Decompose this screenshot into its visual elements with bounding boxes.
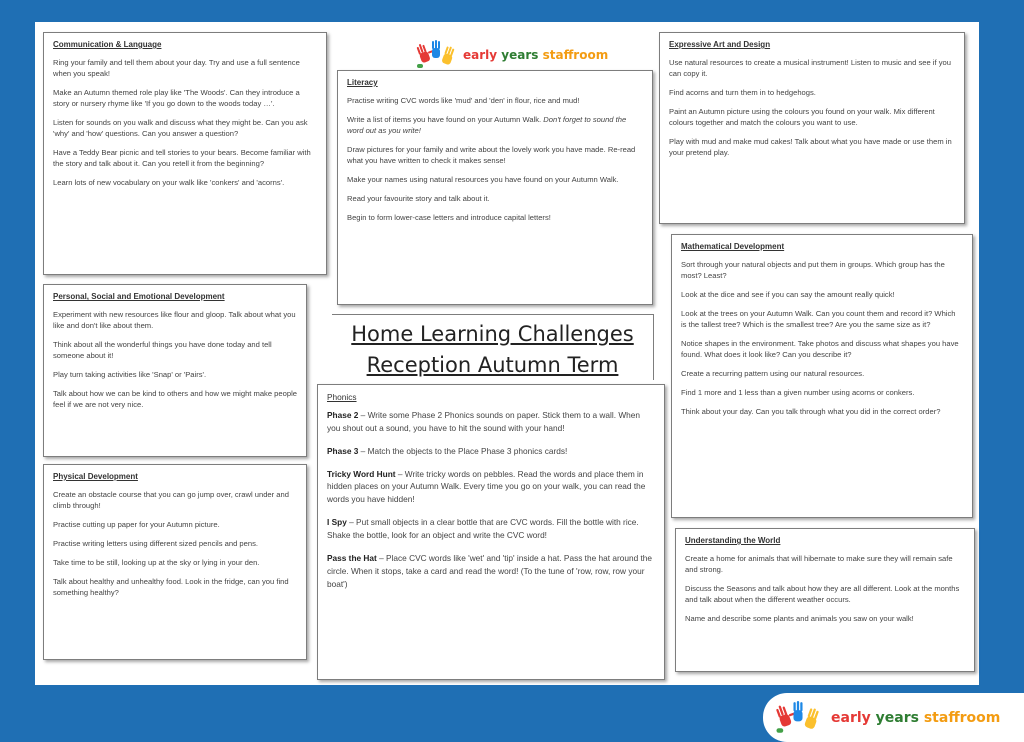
page-title: Home Learning Challenges (351, 322, 634, 346)
list-item: Take time to be still, looking up at the sky or lying in your den. (53, 557, 260, 567)
list-item: Paint an Autumn picture using the colours you found on your walk. Mix different colours together and match the colours you want to use. (669, 106, 935, 127)
list-item-text: – Match the objects to the Place Phase 3 phonics cards! (358, 445, 568, 456)
hands-icon (771, 701, 825, 735)
list-item: Find 1 more and 1 less than a given number using acorns or conkers. (681, 387, 915, 397)
list-item: Play with mud and make mud cakes! Talk about what you have made or use them in your pretend play. (669, 136, 952, 157)
brand-word-early: early (463, 48, 498, 62)
list-item-text: Read your favourite story and talk about it. (347, 193, 490, 203)
list-item: Find acorns and turn them in to hedgehogs. (669, 87, 816, 97)
list-item: Play turn taking activities like 'Snap' or 'Pairs'. (53, 369, 207, 379)
expressive-panel (659, 32, 965, 224)
list-item (327, 445, 655, 458)
list-item-text: – Place CVC words like 'wet' and 'tip' inside a hat. Pass the hat around the circle. When it stops, take a card and read the word! (To the tune of 'row, row, row your boat') (327, 552, 653, 589)
list-item (327, 516, 655, 542)
maths-heading: Mathematical Development (681, 242, 785, 251)
brand-wordmark (831, 710, 1000, 726)
hands-icon (415, 40, 457, 70)
list-item: Have a Teddy Bear picnic and tell stories to your bears. Become familiar with the story and talk about it. Can you retell it from the beginning? (53, 147, 311, 168)
brand-wordmark (463, 48, 608, 62)
list-item (327, 468, 655, 507)
list-item-text: – Write some Phase 2 Phonics sounds on paper. Stick them to a wall. When you shout out a sound, you have to hit the sound with your hand! (327, 410, 640, 433)
list-item-text: Begin to form lower-case letters and introduce capital letters! (347, 212, 551, 222)
world-heading: Understanding the World (685, 536, 781, 545)
list-item-text: Write a list of items you have found on your Autumn Walk. (347, 114, 544, 124)
list-item: Discuss the Seasons and talk about how they are all different. Look at the months and talk about when the different weather occurs. (685, 583, 960, 604)
list-item: Talk about healthy and unhealthy food. Look in the fridge, can you find something healthy? (53, 576, 289, 597)
list-item: Make an Autumn themed role play like 'The Woods'. Can they introduce a story or nursery rhyme like 'If you go down to the woods today …'. (53, 87, 300, 108)
list-item-text: Make your names using natural resources you have found on your Autumn Walk. (347, 174, 619, 184)
list-item: Sort through your natural objects and put them in groups. Which group has the most? Least? (681, 259, 945, 280)
list-item (347, 193, 643, 204)
list-item (347, 212, 643, 223)
brand-word-staffroom: staffroom (923, 710, 1001, 726)
brand-word-early: early (831, 710, 871, 726)
psed-heading: Personal, Social and Emotional Development (53, 292, 225, 301)
list-item-label: Phase 3 (327, 445, 359, 456)
brand-logo-badge (763, 693, 1024, 742)
list-item: Notice shapes in the environment. Take photos and discuss what shapes you have found. What does it look like? Can you describe it? (681, 338, 959, 359)
world-panel (675, 528, 975, 672)
worksheet (35, 22, 979, 685)
list-item (347, 114, 643, 136)
brand-word-years: years (501, 48, 539, 62)
list-item: Experiment with new resources like flour and gloop. Talk about what you like and don't like about them. (53, 309, 296, 330)
phonics-heading: Phonics (327, 392, 357, 402)
list-item: Ring your family and tell them about your day. Try and use a full sentence when you speak! (53, 57, 300, 78)
literacy-panel (337, 70, 653, 305)
list-item (347, 95, 643, 106)
list-item: Create a recurring pattern using our natural resources. (681, 368, 865, 378)
list-item-emphasis: Don't forget to sound the word out as you write! (347, 114, 627, 135)
physical-panel (43, 464, 307, 660)
list-item: Name and describe some plants and animals you saw on your walk! (685, 613, 914, 623)
list-item: Use natural resources to create a musical instrument! Listen to music and see if you can copy it. (669, 57, 951, 78)
list-item: Listen for sounds on you walk and discuss what they might be. Can you ask 'why' and 'how' questions. Can you answer a question? (53, 117, 308, 138)
list-item: Create a home for animals that will hibernate to make sure they will remain safe and strong. (685, 553, 953, 574)
list-item-text: – Write tricky words on pebbles. Read the words and place them in hidden places on your Autumn Walk. Every time you go on your walk, you can read the words you have hidden! (327, 468, 646, 505)
list-item: Think about your day. Can you talk through what you did in the correct order? (681, 406, 941, 416)
list-item: Practise writing letters using different sized pencils and pens. (53, 538, 258, 548)
list-item (347, 144, 643, 166)
phonics-panel (317, 384, 665, 680)
list-item: Look at the trees on your Autumn Walk. Can you count them and record it? Which is the tallest tree? Which is the smallest tree? Are you the same size as it? (681, 308, 956, 329)
list-item-label: Tricky Word Hunt (327, 468, 396, 479)
list-item (347, 174, 643, 185)
list-item: Create an obstacle course that you can go jump over, crawl under and climb through! (53, 489, 289, 510)
title-box (332, 314, 654, 380)
list-item: Think about all the wonderful things you have done today and tell someone about it! (53, 339, 272, 360)
brand-word-staffroom: staffroom (542, 48, 609, 62)
list-item-label: Phase 2 (327, 410, 359, 421)
page-subtitle: Reception Autumn Term (366, 353, 619, 377)
maths-panel (671, 234, 973, 518)
brand-logo-bottom (771, 701, 1000, 735)
list-item-label: Pass the Hat (327, 552, 377, 563)
list-item: Look at the dice and see if you can say the amount really quick! (681, 289, 895, 299)
communication-heading: Communication & Language (53, 40, 162, 49)
list-item (327, 409, 655, 435)
expressive-heading: Expressive Art and Design (669, 40, 771, 49)
physical-heading: Physical Development (53, 472, 138, 481)
list-item-text: – Put small objects in a clear bottle that are CVC words. Fill the bottle with rice. Shake the bottle, look for an object and write the CVC word! (327, 517, 639, 541)
psed-panel (43, 284, 307, 457)
brand-word-years: years (875, 710, 919, 726)
brand-logo-top (415, 40, 608, 70)
list-item-text: Practise writing CVC words like 'mud' and 'den' in flour, rice and mud! (347, 95, 580, 105)
list-item: Talk about how we can be kind to others and how we might make people feel if we are not very nice. (53, 388, 297, 409)
literacy-heading: Literacy (347, 78, 378, 87)
list-item: Practise cutting up paper for your Autumn picture. (53, 519, 220, 529)
list-item-text: Draw pictures for your family and write about the lovely work you have made. Re-read what you have written to check it makes sense! (347, 144, 636, 165)
list-item: Learn lots of new vocabulary on your walk like 'conkers' and 'acorns'. (53, 177, 285, 187)
communication-panel (43, 32, 327, 275)
list-item (327, 552, 655, 591)
list-item-label: I Spy (327, 517, 347, 528)
